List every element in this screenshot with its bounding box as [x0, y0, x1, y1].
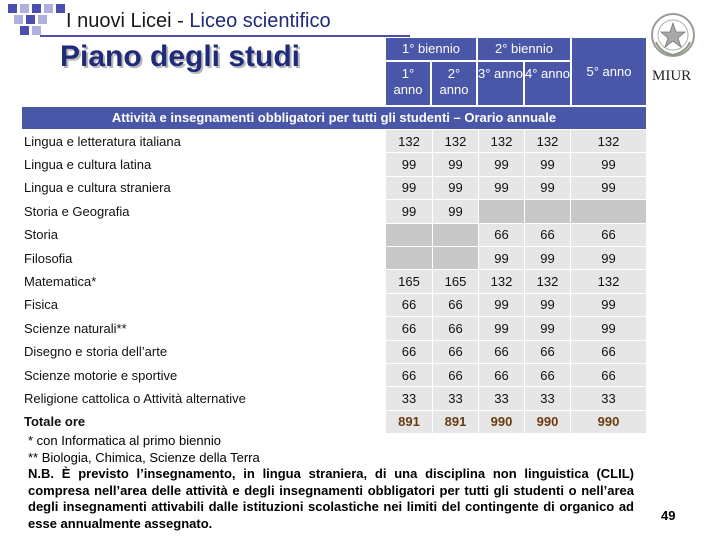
hours-cell: 132: [525, 270, 571, 293]
subject-cell: Lingua e letteratura italiana: [23, 130, 386, 153]
subject-cell: Storia e Geografia: [23, 200, 386, 223]
page-number: 49: [661, 508, 676, 523]
hours-cell: 99: [479, 246, 525, 269]
hours-cell: 990: [571, 410, 647, 433]
header-highlight: Liceo scientifico: [189, 10, 331, 32]
hours-cell: 99: [433, 153, 479, 176]
footnote-scienze: ** Biologia, Chimica, Scienze della Terra: [28, 449, 260, 465]
hours-cell: 66: [386, 293, 433, 316]
hours-cell: 99: [525, 153, 571, 176]
hours-cell: 99: [479, 176, 525, 199]
hours-cell: 99: [386, 153, 433, 176]
hours-cell: 66: [525, 363, 571, 386]
header-prefix: I nuovi Licei -: [66, 10, 190, 32]
footnote-informatica: * con Informatica al primo biennio: [28, 433, 221, 448]
hours-cell: 99: [571, 293, 647, 316]
hours-cell: 33: [571, 387, 647, 410]
hours-cell: 132: [571, 270, 647, 293]
header-year-4: 4° anno: [525, 62, 570, 105]
table-row: [23, 246, 647, 269]
study-plan-body: [23, 130, 647, 434]
hours-cell: 66: [571, 340, 647, 363]
clil-note: N.B. È previsto l’insegnamento, in lingua straniera, di una disciplina non linguistica (CLIL) compresa nell’area delle attività e degli insegnamenti obbligatori per tutti gli studenti o nell’area degli insegnamenti attivabili dalle istituzioni scolastiche nei limiti del contingente di organico ad esse annualmente assegnato.: [28, 466, 634, 531]
hours-cell: 132: [386, 130, 433, 153]
subject-cell: Fisica: [23, 293, 386, 316]
hours-cell: 132: [571, 130, 647, 153]
hours-cell: 132: [525, 130, 571, 153]
hours-cell: 132: [479, 130, 525, 153]
subject-cell: Religione cattolica o Attività alternative: [23, 387, 386, 410]
empty-hours-cell: [386, 223, 433, 246]
empty-hours-cell: [571, 200, 647, 223]
hours-cell: 99: [525, 246, 571, 269]
republic-emblem-icon: [650, 12, 696, 58]
hours-cell: 66: [571, 363, 647, 386]
study-plan-table: [22, 129, 647, 434]
hours-cell: 66: [479, 223, 525, 246]
title-underline: [40, 35, 410, 37]
empty-hours-cell: [479, 200, 525, 223]
subject-cell: Disegno e storia dell’arte: [23, 340, 386, 363]
hours-cell: 66: [479, 340, 525, 363]
table-row: [23, 340, 647, 363]
empty-hours-cell: [525, 200, 571, 223]
hours-cell: 891: [433, 410, 479, 433]
table-row: [23, 317, 647, 340]
hours-cell: 33: [386, 387, 433, 410]
hours-cell: 99: [571, 153, 647, 176]
table-banner: Attività e insegnamenti obbligatori per tutti gli studenti – Orario annuale: [22, 107, 646, 129]
hours-cell: 132: [479, 270, 525, 293]
hours-cell: 99: [525, 293, 571, 316]
hours-cell: 132: [433, 130, 479, 153]
hours-cell: 99: [571, 246, 647, 269]
header-year-2: 2° anno: [432, 62, 476, 105]
hours-cell: 33: [479, 387, 525, 410]
table-row: [23, 410, 647, 433]
header-biennio-1: 1° biennio: [386, 38, 476, 60]
hours-cell: 66: [433, 363, 479, 386]
hours-cell: 33: [433, 387, 479, 410]
hours-cell: 990: [525, 410, 571, 433]
hours-cell: 99: [479, 153, 525, 176]
hours-cell: 66: [479, 363, 525, 386]
hours-cell: 99: [525, 176, 571, 199]
hours-cell: 891: [386, 410, 433, 433]
hours-cell: 99: [571, 176, 647, 199]
table-row: [23, 130, 647, 153]
hours-cell: 165: [433, 270, 479, 293]
hours-cell: 99: [433, 176, 479, 199]
table-row: [23, 153, 647, 176]
hours-cell: 99: [479, 293, 525, 316]
table-row: [23, 387, 647, 410]
hours-cell: 990: [479, 410, 525, 433]
table-row: [23, 363, 647, 386]
header-year-3: 3° anno: [478, 62, 523, 105]
footnotes: [28, 433, 634, 533]
subject-cell: Scienze naturali**: [23, 317, 386, 340]
table-row: [23, 176, 647, 199]
table-row: [23, 293, 647, 316]
hours-cell: 99: [433, 200, 479, 223]
hours-cell: 66: [525, 223, 571, 246]
subject-cell: Filosofia: [23, 246, 386, 269]
hours-cell: 66: [525, 340, 571, 363]
header-biennio-2: 2° biennio: [478, 38, 570, 60]
hours-cell: 165: [386, 270, 433, 293]
hours-cell: 66: [433, 340, 479, 363]
subject-cell: Matematica*: [23, 270, 386, 293]
hours-cell: 66: [386, 340, 433, 363]
header-year-5: 5° anno: [572, 38, 646, 105]
page-title: Piano degli studi: [60, 40, 301, 73]
subject-cell: Lingua e cultura straniera: [23, 176, 386, 199]
header-title: [66, 10, 331, 33]
hours-cell: 66: [433, 293, 479, 316]
hours-cell: 99: [525, 317, 571, 340]
miur-label: MIUR: [652, 68, 692, 84]
hours-cell: 99: [386, 200, 433, 223]
hours-cell: 99: [386, 176, 433, 199]
header-year-1: 1° anno: [386, 62, 430, 105]
hours-cell: 66: [571, 223, 647, 246]
subject-cell: Scienze motorie e sportive: [23, 363, 386, 386]
subject-cell: Lingua e cultura latina: [23, 153, 386, 176]
hours-cell: 66: [386, 317, 433, 340]
corner-decoration: [0, 0, 70, 40]
table-row: [23, 223, 647, 246]
table-row: [23, 270, 647, 293]
table-row: [23, 200, 647, 223]
subject-cell: Totale ore: [23, 410, 386, 433]
hours-cell: 66: [386, 363, 433, 386]
subject-cell: Storia: [23, 223, 386, 246]
empty-hours-cell: [433, 223, 479, 246]
hours-cell: 99: [479, 317, 525, 340]
empty-hours-cell: [433, 246, 479, 269]
empty-hours-cell: [386, 246, 433, 269]
hours-cell: 99: [571, 317, 647, 340]
hours-cell: 33: [525, 387, 571, 410]
hours-cell: 66: [433, 317, 479, 340]
